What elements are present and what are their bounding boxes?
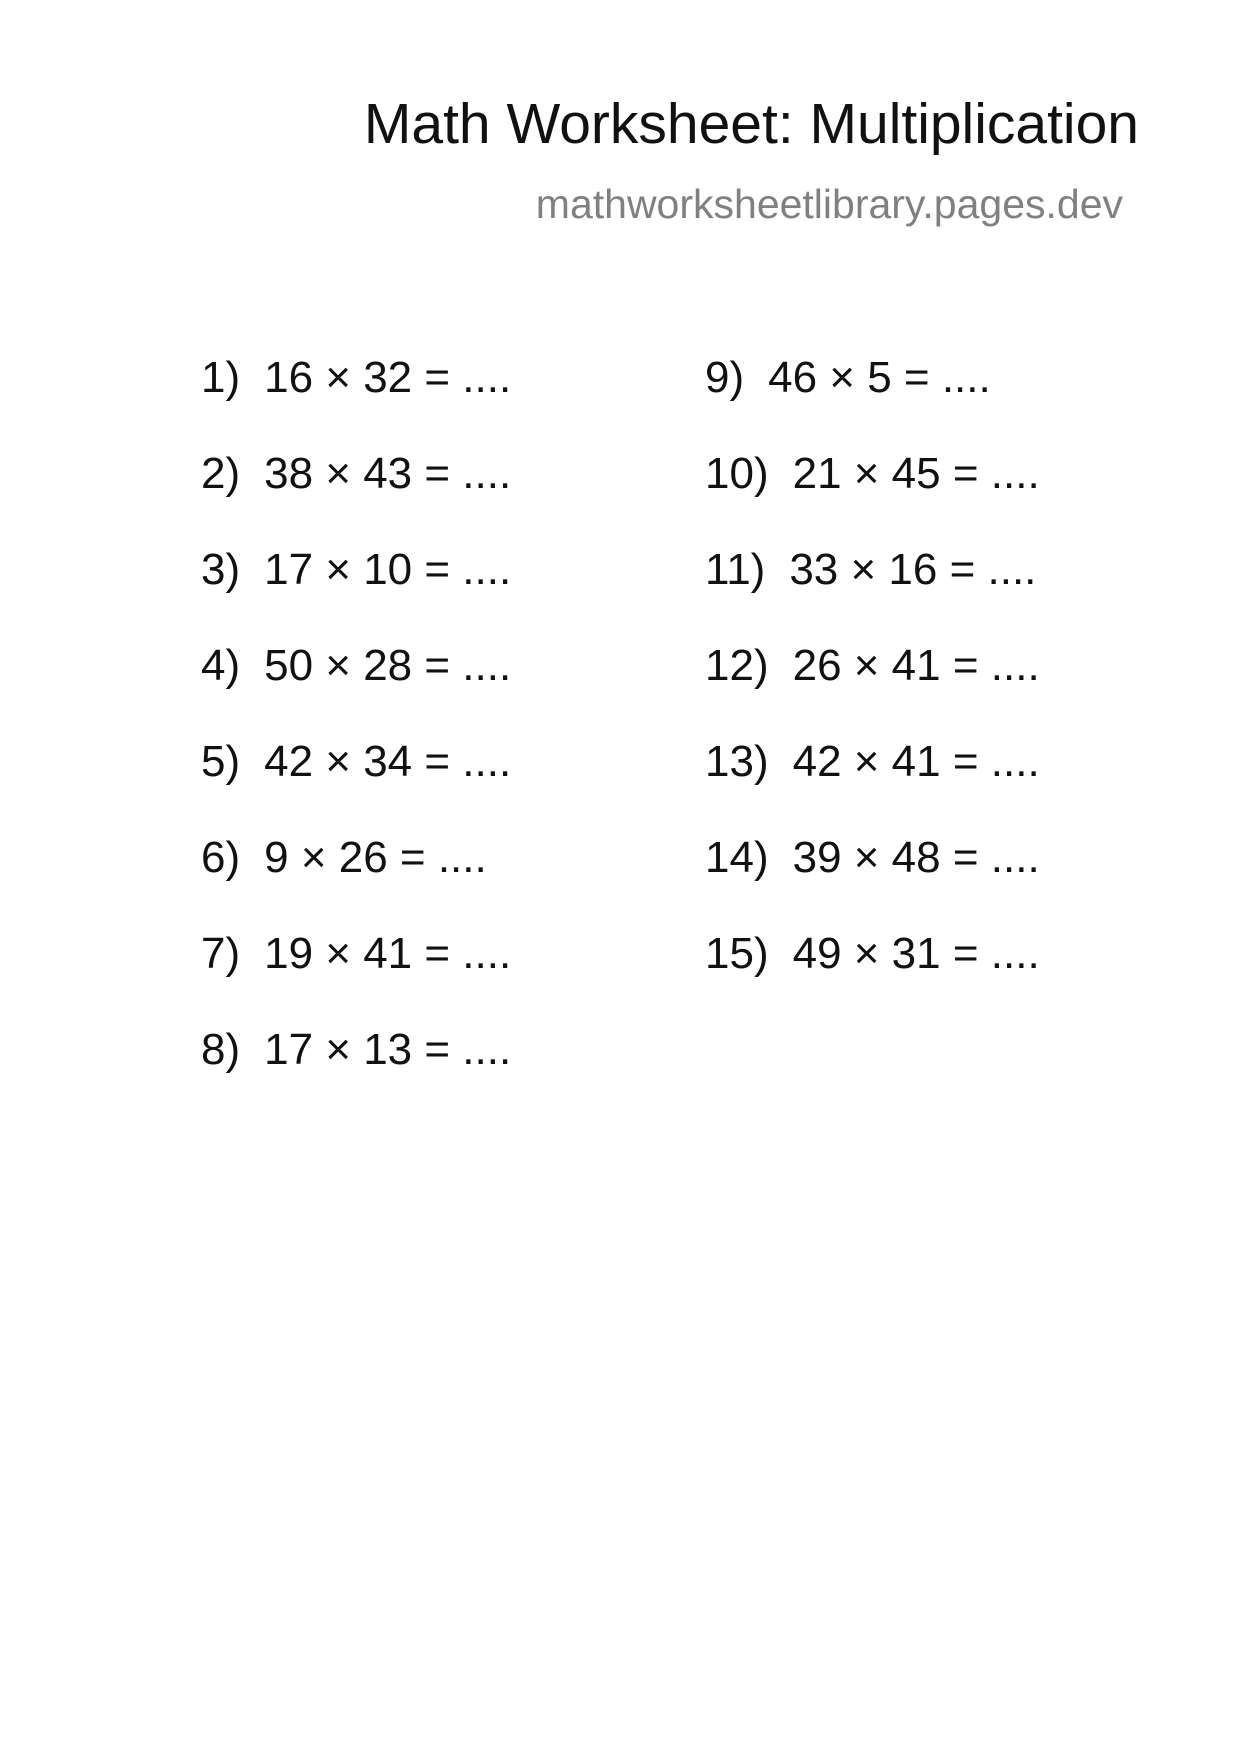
problem-item	[705, 353, 1040, 449]
problem-expression: 50 × 28 = ....	[264, 641, 512, 690]
problem-number: 7)	[201, 929, 241, 978]
problem-expression: 38 × 43 = ....	[264, 449, 512, 498]
problem-number: 15)	[705, 929, 769, 978]
problem-number: 6)	[201, 833, 241, 882]
problem-number: 13)	[705, 737, 769, 786]
problem-item	[705, 641, 1040, 737]
problem-expression: 33 × 16 = ....	[789, 545, 1037, 594]
problem-expression: 17 × 13 = ....	[264, 1025, 512, 1074]
problem-expression: 49 × 31 = ....	[792, 929, 1040, 978]
problem-item	[705, 449, 1040, 545]
worksheet-source-url: mathworksheetlibrary.pages.dev	[535, 181, 1123, 227]
problem-item	[705, 929, 1040, 1025]
problem-number: 10)	[705, 449, 769, 498]
problem-number: 2)	[201, 449, 241, 498]
problem-number: 14)	[705, 833, 769, 882]
problem-item	[201, 929, 511, 1025]
problem-expression: 26 × 41 = ....	[792, 641, 1040, 690]
problem-item	[201, 545, 511, 641]
problem-number: 1)	[201, 353, 241, 402]
problem-item	[201, 641, 511, 737]
problem-item	[705, 737, 1040, 833]
problem-number: 9)	[705, 353, 745, 402]
problem-list-left	[201, 353, 511, 1121]
problem-expression: 16 × 32 = ....	[264, 353, 512, 402]
problem-item	[705, 833, 1040, 929]
problem-item	[201, 833, 511, 929]
problem-item	[201, 1025, 511, 1121]
problem-expression: 46 × 5 = ....	[768, 353, 991, 402]
problem-number: 5)	[201, 737, 241, 786]
problem-item	[201, 353, 511, 449]
problem-number: 3)	[201, 545, 241, 594]
problem-item	[705, 545, 1040, 641]
problem-expression: 21 × 45 = ....	[792, 449, 1040, 498]
worksheet-title: Math Worksheet: Multiplication	[363, 92, 1139, 156]
problem-number: 4)	[201, 641, 241, 690]
problem-list-right	[705, 353, 1040, 1025]
problem-number: 8)	[201, 1025, 241, 1074]
problem-item	[201, 737, 511, 833]
problem-expression: 9 × 26 = ....	[264, 833, 487, 882]
problem-expression: 42 × 34 = ....	[264, 737, 512, 786]
problem-expression: 39 × 48 = ....	[792, 833, 1040, 882]
problem-item	[201, 449, 511, 545]
problem-expression: 19 × 41 = ....	[264, 929, 512, 978]
problem-number: 11)	[705, 545, 766, 594]
problem-expression: 17 × 10 = ....	[264, 545, 512, 594]
problem-number: 12)	[705, 641, 769, 690]
problem-expression: 42 × 41 = ....	[792, 737, 1040, 786]
